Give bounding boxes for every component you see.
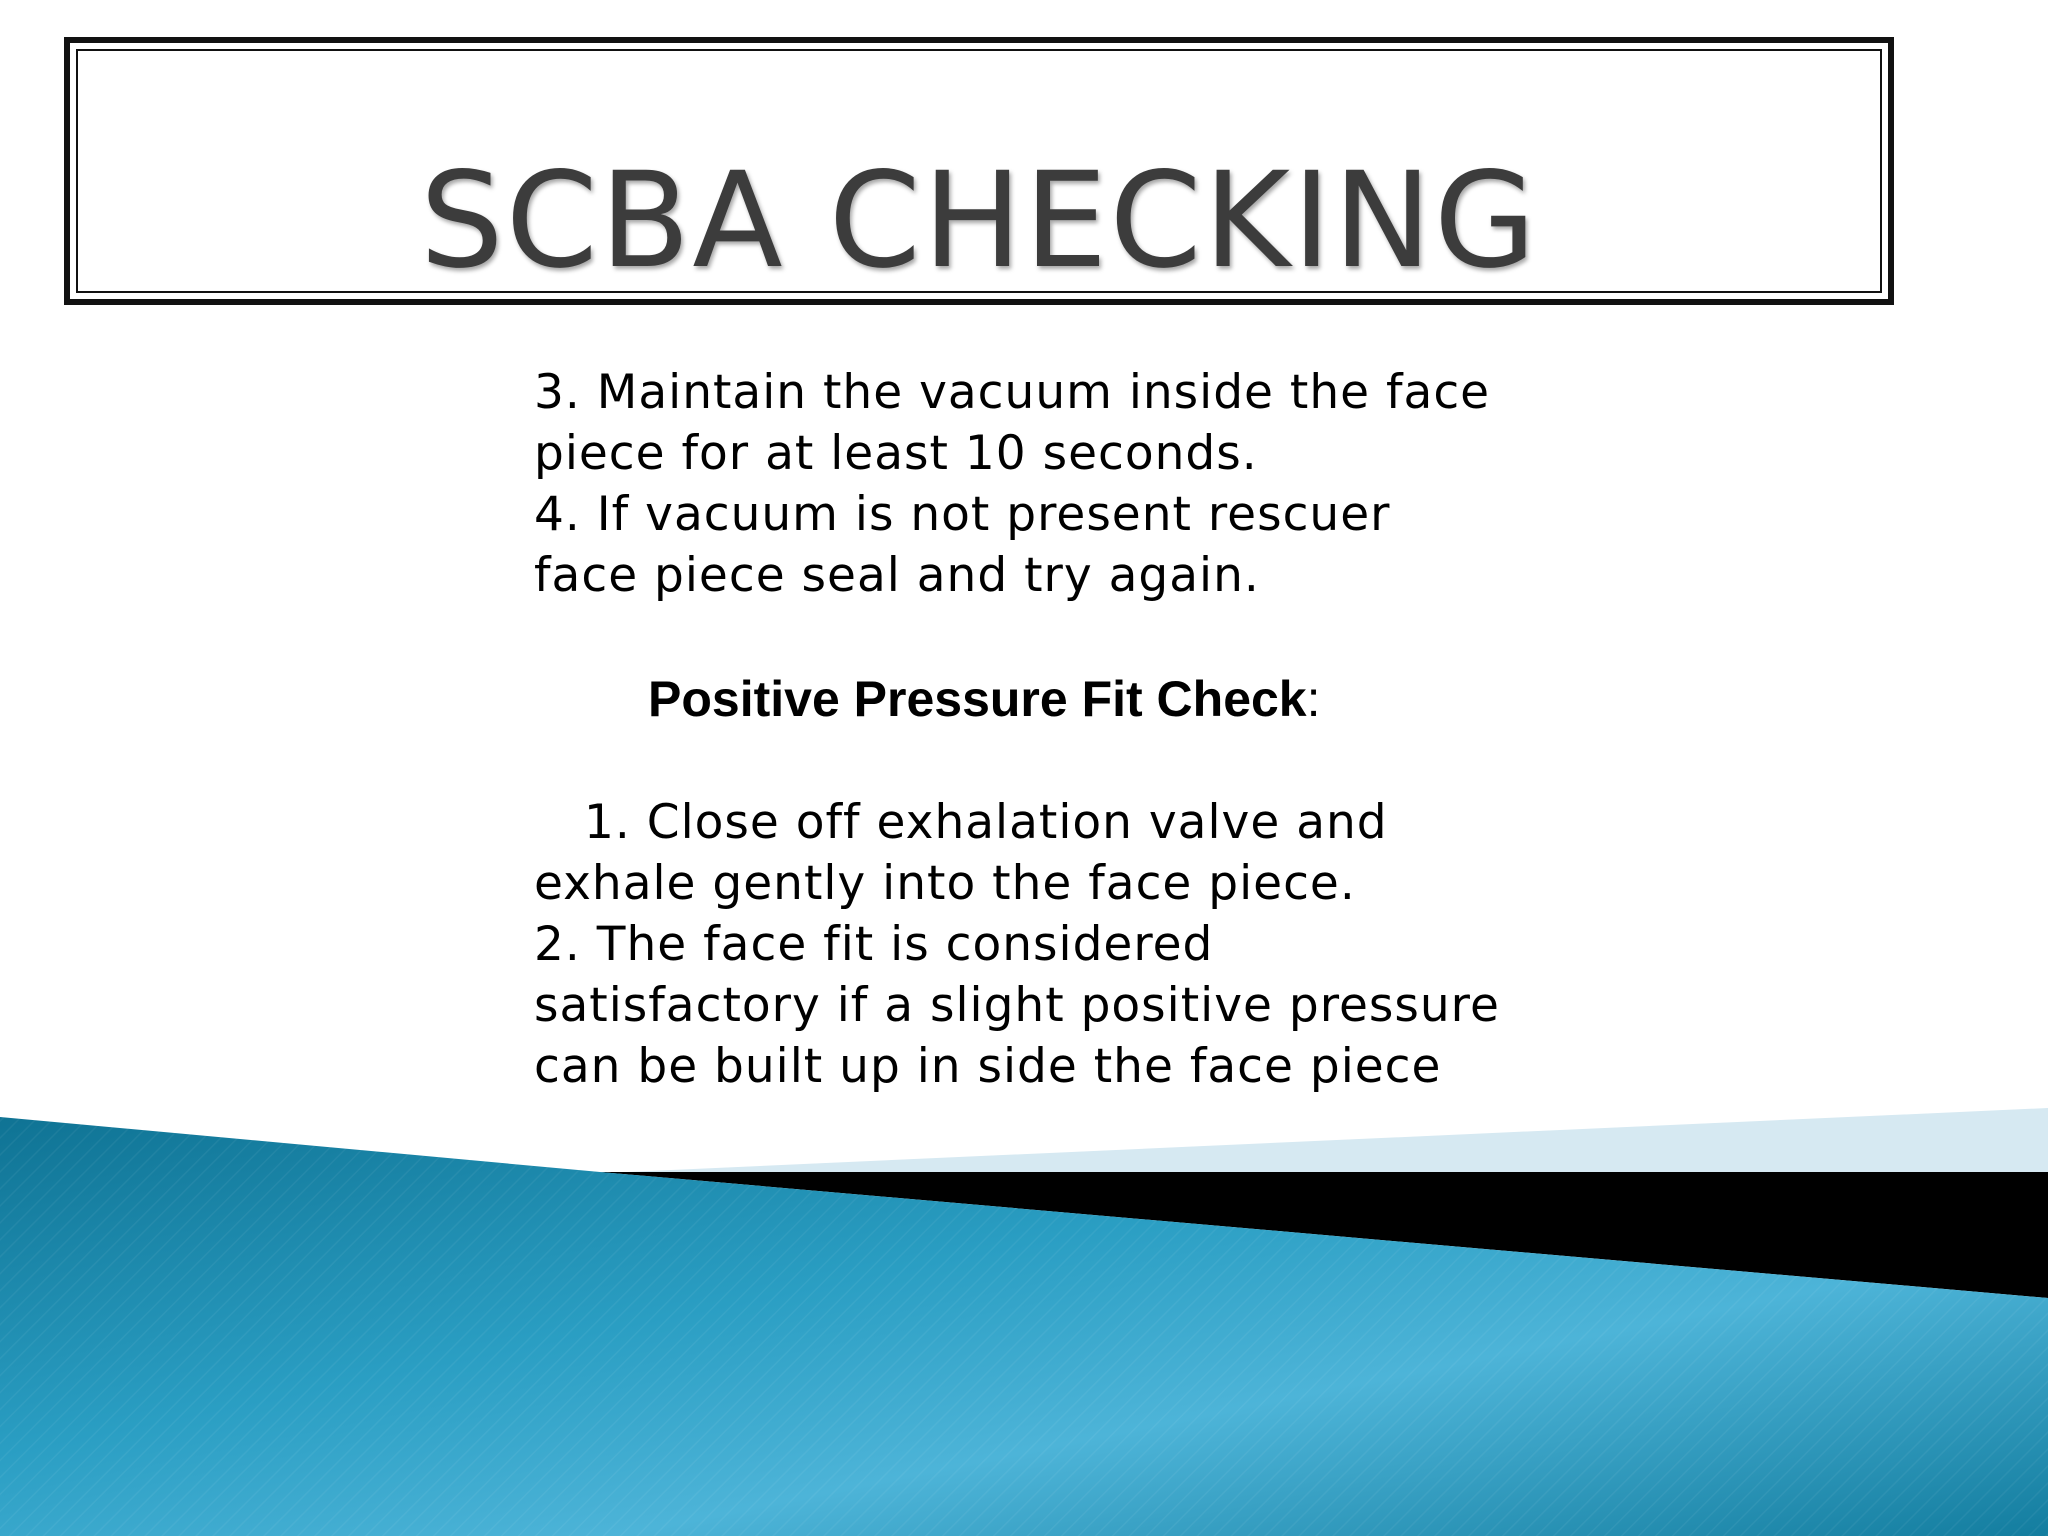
section-line: exhale gently into the face piece. <box>534 856 1356 911</box>
slide-title: SCBA CHECKING <box>419 144 1539 298</box>
section-heading-colon: : <box>1306 671 1321 727</box>
section-line: 1. Close off exhalation valve and <box>584 795 1388 850</box>
slide-body <box>534 362 1534 1097</box>
section-line: can be built up in side the face piece <box>534 1039 1442 1094</box>
body-line: 3. Maintain the vacuum inside the face <box>534 365 1491 420</box>
section-heading <box>534 668 1534 730</box>
body-line: face piece seal and try again. <box>534 548 1260 603</box>
section-line: satisfactory if a slight positive pressure <box>534 978 1500 1033</box>
spacer <box>534 606 1534 668</box>
light-blue-band <box>560 1108 2048 1180</box>
section-heading-text: Positive Pressure Fit Check <box>648 671 1307 727</box>
spacer <box>534 730 1534 792</box>
body-line: 4. If vacuum is not present rescuer <box>534 487 1391 542</box>
body-line: piece for at least 10 seconds. <box>534 426 1258 481</box>
section-line: 2. The face fit is considered <box>534 917 1214 972</box>
title-frame <box>64 37 1894 305</box>
